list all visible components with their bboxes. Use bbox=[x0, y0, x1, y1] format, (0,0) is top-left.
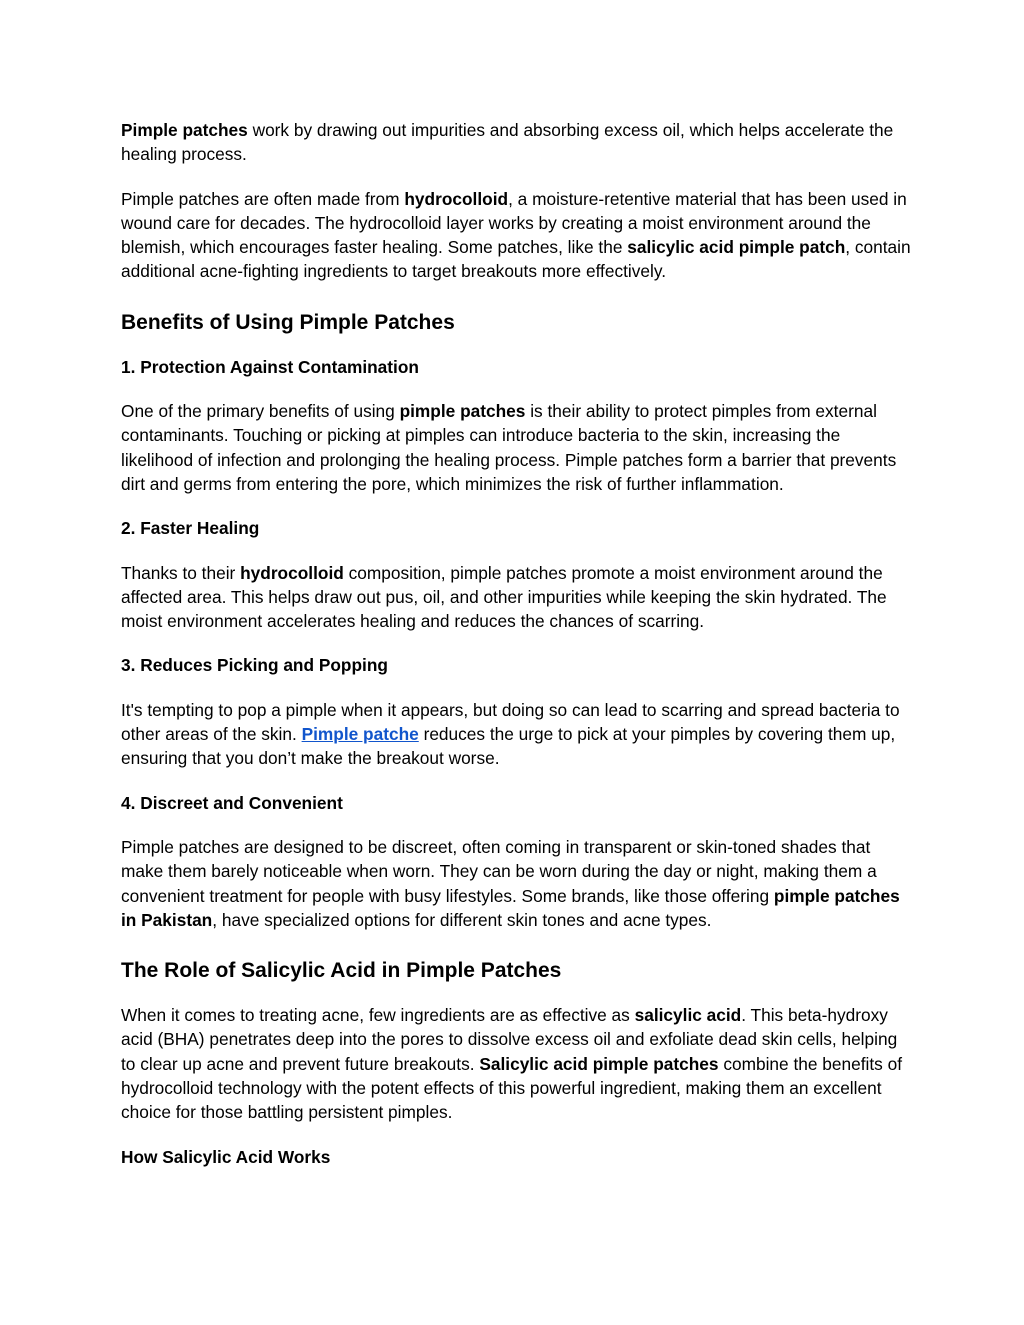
text: combine the benefits of hydrocolloid technology with the potent effects of this powerful ingredient, making them an excellent choice for those battling persistent pimples. bbox=[121, 1053, 903, 1123]
text: , contain additional acne-fighting ingredients to target breakouts more effectively. bbox=[121, 237, 911, 282]
subsection-heading-how-works: How Salicylic Acid Works bbox=[121, 1146, 331, 1167]
text: When it comes to treating acne, few ingredients are as effective as bbox=[121, 1005, 635, 1026]
bold-term: Pimple patches bbox=[121, 120, 248, 140]
text: work by drawing out impurities and absorbing excess oil, which helps accelerate the healing process. bbox=[121, 120, 894, 165]
intro-paragraph-2 bbox=[121, 187, 911, 284]
text: It's tempting to pop a pimple when it appears, but doing so can lead to scarring and spread bacteria to other areas of the skin. bbox=[121, 699, 900, 745]
text: Thanks to their bbox=[121, 562, 241, 583]
paragraph-picking bbox=[121, 698, 911, 771]
intro-paragraph-1 bbox=[121, 118, 911, 167]
bold-term: Salicylic acid pimple patches bbox=[479, 1053, 719, 1074]
subsection-heading-picking: 3. Reduces Picking and Popping bbox=[121, 655, 388, 676]
text: . This beta-hydroxy acid (BHA) penetrates deep into the pores to dissolve excess oil and exfoliate dead skin cells, helping to clear up acne and prevent future breakouts. bbox=[121, 1005, 898, 1074]
paragraph-protection bbox=[121, 399, 911, 496]
subsection-heading-healing: 2. Faster Healing bbox=[121, 518, 260, 539]
bold-term: hydrocolloid bbox=[404, 188, 509, 209]
subsection-heading-protection: 1. Protection Against Contamination bbox=[121, 356, 419, 377]
bold-term: salicylic acid bbox=[634, 1005, 742, 1026]
text: reduces the urge to pick at your pimples by covering them up, ensuring that you don’t make the breakout worse. bbox=[121, 724, 896, 769]
document-page bbox=[121, 118, 911, 1169]
paragraph-discreet bbox=[121, 835, 911, 932]
paragraph-salicylic bbox=[121, 1003, 911, 1124]
pimple-patche-link[interactable]: Pimple patche bbox=[301, 724, 419, 745]
text: One of the primary benefits of using bbox=[121, 401, 400, 422]
bold-term: hydrocolloid bbox=[240, 562, 344, 583]
bold-term: salicylic acid pimple patch bbox=[627, 237, 846, 258]
section-heading-salicylic: The Role of Salicylic Acid in Pimple Patches bbox=[121, 959, 562, 983]
subsection-heading-discreet: 4. Discreet and Convenient bbox=[121, 792, 343, 813]
bold-term: pimple patches in Pakistan bbox=[121, 885, 900, 930]
text: is their ability to protect pimples from external contaminants. Touching or picking at pimples can introduce bacteria to the skin, increasing the likelihood of infection and prolonging the healing process. Pimple patches form a barrier that prevents dirt and germs from entering the pore, which minimizes the risk of further inflammation. bbox=[121, 401, 897, 494]
text: Pimple patches are designed to be discreet, often coming in transparent or skin-toned shades that make them barely noticeable when worn. They can be worn during the day or night, making them a convenient treatment for people with busy lifestyles. Some brands, like those offering bbox=[121, 836, 877, 906]
bold-term: pimple patches bbox=[399, 401, 526, 422]
paragraph-healing bbox=[121, 561, 911, 634]
text: composition, pimple patches promote a moist environment around the affected area. This helps draw out pus, oil, and other impurities while keeping the skin hydrated. The moist environment accelerates healing and reduces the chances of scarring. bbox=[121, 562, 887, 632]
text: , a moisture-retentive material that has been used in wound care for decades. The hydrocolloid layer works by creating a moist environment around the blemish, which encourages faster healing. Some patches, like the bbox=[121, 188, 907, 258]
text: , have specialized options for different skin tones and acne types. bbox=[212, 909, 712, 930]
section-heading-benefits: Benefits of Using Pimple Patches bbox=[121, 310, 455, 334]
text: Pimple patches are often made from bbox=[121, 188, 405, 209]
